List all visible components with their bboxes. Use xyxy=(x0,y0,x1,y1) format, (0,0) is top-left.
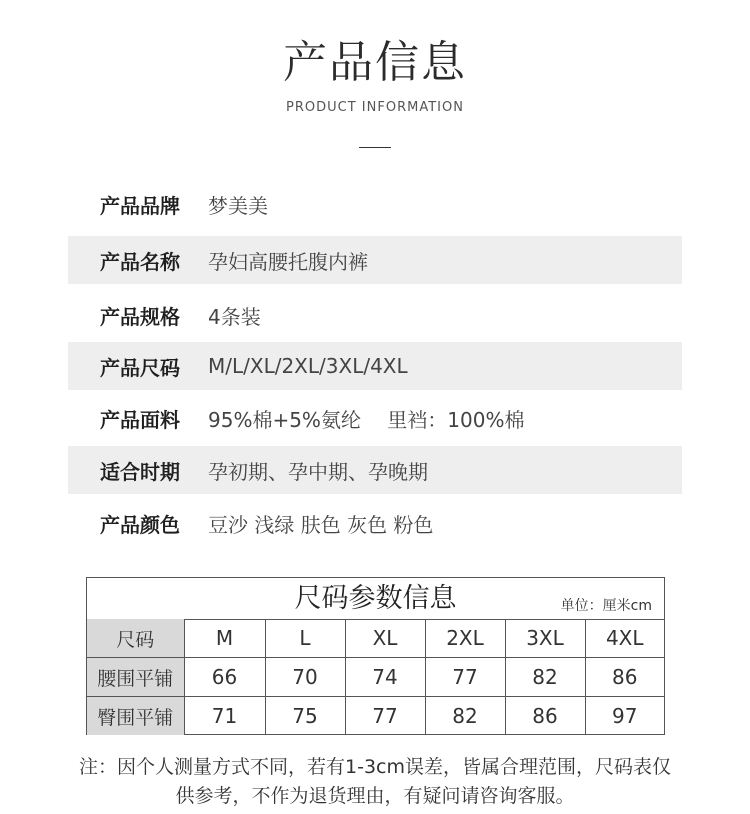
table-header-cell: 2XL xyxy=(425,619,505,658)
table-header-row xyxy=(87,619,664,658)
table-header-cell: L xyxy=(265,619,345,658)
info-row-brand xyxy=(68,180,682,228)
table-cell: 66 xyxy=(184,658,265,697)
info-row-period xyxy=(68,446,682,494)
table-cell: 74 xyxy=(345,658,425,697)
info-label: 适合时期 xyxy=(100,459,180,484)
info-label: 产品名称 xyxy=(100,249,180,274)
info-label: 产品尺码 xyxy=(100,355,180,380)
info-row-colors xyxy=(68,499,682,547)
table-header-cell: XL xyxy=(345,619,425,658)
table-row xyxy=(87,658,664,697)
table-header-cell: 4XL xyxy=(585,619,664,658)
row-label-waist: 腰围平铺 xyxy=(87,658,184,697)
table-header-cell: 尺码 xyxy=(87,619,184,658)
table-cell: 82 xyxy=(505,658,585,697)
table-cell: 75 xyxy=(265,697,345,736)
info-label: 产品品牌 xyxy=(100,193,180,218)
table-header-cell: M xyxy=(184,619,265,658)
info-value: 95%棉+5%氨纶 里裆：100%棉 xyxy=(208,407,525,432)
size-table-title: 尺码参数信息 xyxy=(87,578,664,620)
table-cell: 97 xyxy=(585,697,664,736)
info-label: 产品规格 xyxy=(100,304,180,329)
size-table xyxy=(86,577,665,735)
table-cell: 71 xyxy=(184,697,265,736)
info-value: M/L/XL/2XL/3XL/4XL xyxy=(208,354,408,378)
table-header-cell: 3XL xyxy=(505,619,585,658)
info-label: 产品面料 xyxy=(100,407,180,432)
table-cell: 86 xyxy=(505,697,585,736)
info-label: 产品颜色 xyxy=(100,512,180,537)
table-cell: 82 xyxy=(425,697,505,736)
info-value: 豆沙 浅绿 肤色 灰色 粉色 xyxy=(208,512,434,537)
info-row-spec xyxy=(68,291,682,339)
page-title: 产品信息 xyxy=(283,37,467,88)
title-divider xyxy=(359,147,391,148)
table-cell: 86 xyxy=(585,658,664,697)
table-row xyxy=(87,697,664,736)
size-table-unit: 单位：厘米cm xyxy=(560,598,652,614)
page-subtitle: PRODUCT INFORMATION xyxy=(286,100,464,115)
info-value: 梦美美 xyxy=(208,193,268,218)
table-cell: 77 xyxy=(345,697,425,736)
table-cell: 77 xyxy=(425,658,505,697)
info-row-fabric xyxy=(68,394,682,442)
info-value: 4条装 xyxy=(208,304,261,329)
disclaimer-note xyxy=(40,753,710,811)
size-grid xyxy=(87,619,664,735)
info-value: 孕妇高腰托腹内裤 xyxy=(208,249,368,274)
note-line-1: 注：因个人测量方式不同，若有1-3cm误差，皆属合理范围，尺码表仅 xyxy=(79,756,671,778)
info-row-sizes xyxy=(68,342,682,390)
row-label-hip: 臀围平铺 xyxy=(87,697,184,736)
note-line-2: 供参考，不作为退货理由，有疑问请咨询客服。 xyxy=(175,785,575,807)
info-row-name xyxy=(68,236,682,284)
info-value: 孕初期、孕中期、孕晚期 xyxy=(208,459,428,484)
table-cell: 70 xyxy=(265,658,345,697)
